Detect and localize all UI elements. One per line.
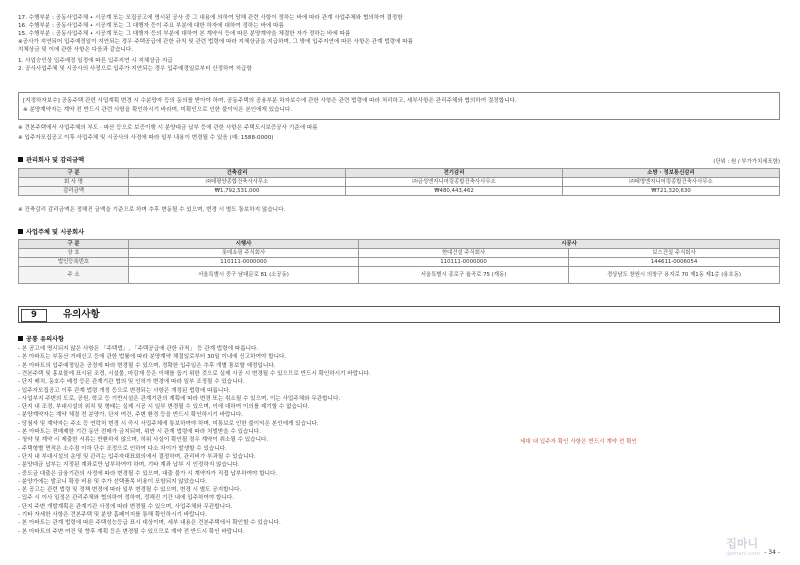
watermark-logo: 집마니 jipmani.com [726,537,760,557]
company-table [18,239,780,284]
table-cell: ㈜태명엔지니어링종합건축사사무소 [563,178,780,187]
text-line: 17. 수행부분 : 공동사업주체 • 시공계 또는 모집공고에 명시된 공사 중 그 내용에 의하여 당해 관련 사항이 정하는 바에 따라 관계 사업주체와 협의하여 결정함 [18,15,403,21]
caution-line: - 중도금 대출은 금융기관의 사정에 따라 변경될 수 있으며, 대출 불가 시 계약자가 직접 납부하여야 합니다. [18,470,278,477]
caution-line: - 사업부지 주변의 도로, 공원, 학교 등 기반시설은 관계기관의 계획에 따라 변경 또는 취소될 수 있으며, 이는 사업주체와 무관합니다. [18,395,341,402]
caution-line: - 단지 내 부대시설의 운영 및 관리는 입주자대표회의에서 결정하며, 관리비가 부과될 수 있습니다. [18,453,256,460]
column-header: 전기감리 [346,169,563,178]
table-cell: 서울특별시 중구 남대문로 81 (소공동) [129,267,359,284]
notice-line: [지정하자보수] 공동주택 관련 사업계획 변경 시 수분양자 등의 동의를 받아야 하며, 공동주택의 공용부분 하자보수에 관한 사항은 관련 법령에 따라 처리하고, 세부사항은 관리주체와 협의하여 결정합니다. [23,98,517,104]
table-row [19,178,780,187]
caution-line: - 견본주택 및 홍보물에 표시된 조경, 시설물, 마감재 등은 이해를 돕기 위한 것으로 실제 시공 시 변경될 수 있으므로 반드시 확인하시기 바랍니다. [18,370,371,377]
table-row [19,249,780,258]
note-line: ※ 입주자모집공고 이후 사업주체 및 시공사의 사정에 따라 일부 내용이 변경될 수 있음 (예: 1588-0000) [18,135,274,141]
caution-line: - 입주 시 이사 일정은 관리주체와 협의하여 정하며, 정해진 기간 내에 입주하여야 합니다. [18,495,235,502]
table-header-row [19,169,780,178]
caution-red-text: 세대 내 입주자 확인 사항은 반드시 계약 전 확인 [520,439,637,445]
caution-line: - 단지 주변 개발계획은 관계기관 사정에 따라 변경될 수 있으며, 사업주체와 무관합니다. [18,503,233,510]
table-row [19,267,780,284]
caution-line: - 분양계약자는 계약 체결 전 분양가, 단지 여건, 주변 환경 등을 반드시 확인하시기 바랍니다. [18,412,243,419]
column-header: 구 분 [19,169,129,178]
text-line: 15. 수행부분 : 공동사업주체 • 시공계 또는 그 대행자 등의 부분에 대하여 본 계약서 등에 따른 분양계약을 체결한 자가 정하는 바에 따름 [18,31,351,37]
table-cell: ₩480,443,462 [346,187,563,196]
column-header: 시행사 [129,240,359,249]
row-label: 법인등록번호 [19,258,129,267]
caution-line: - 본 아파트의 주변 여건 및 향후 계획 등은 변경될 수 있으므로 계약 전 반드시 확인 바랍니다. [18,528,245,535]
caution-line: - 본 아파트는 전매제한 기간 동안 전매가 금지되며, 위반 시 관계 법령에 따라 처벌받을 수 있습니다. [18,429,261,435]
bullet-square-icon [18,157,23,162]
caution-line: - 분양대금 납부는 지정된 계좌로만 납부하여야 하며, 기타 계좌 납부 시 인정하지 않습니다. [18,462,240,469]
supervision-table [18,168,780,196]
section-title: 유의사항 [63,309,100,320]
caution-line: - 분양가에는 발코니 확장 비용 및 추가 선택품목 비용이 포함되지 않았습니다. [18,478,208,485]
text-line: 지체상금 및 이에 관한 사항은 다음과 같습니다. [18,47,134,53]
table-header-row [19,240,780,249]
caution-line: - 단지 내 조경, 부대시설의 위치 및 형태는 실제 시공 시 일부 변경될 수 있으며, 이에 대하여 이의를 제기할 수 없습니다. [18,404,310,411]
table-cell: ₩1,792,531,000 [129,187,346,196]
notice-box [18,92,780,120]
row-label: 회 사 명 [19,178,129,187]
caution-line: - 본 아파트는 관계 법령에 따른 주택성능등급 표시 대상이며, 세부 내용은 견본주택에서 확인할 수 있습니다. [18,520,281,527]
table1-heading: 관리회사 및 감리금액 [18,155,84,164]
table-cell: 롯데쇼핑 주식회사 [129,249,359,258]
table-cell: ㈜태평양종합건축사사무소 [129,178,346,187]
notice-line: ※ 분양계약자는 계약 전 반드시 관련 사항을 확인하시기 바라며, 미확인으로 인한 불이익은 본인에게 있습니다. [23,107,293,113]
section-header-fill [49,307,779,322]
table-row [19,258,780,267]
section-header [18,306,780,323]
caution-line: - 기타 자세한 사항은 견본주택 및 분양 홈페이지를 통해 확인하시기 바랍니다. [18,512,208,518]
caution-line: - 단지 배치, 동호수 배정 등은 관계기관 협의 및 인허가 변경에 따라 일부 조정될 수 있습니다. [18,379,245,386]
table-cell: ㈜금성엔지니어링종합건축사사무소 [346,178,563,187]
table-cell: 경상남도 창원시 의창구 용지로 70 제1동 제1층 (용호동) [569,267,780,284]
caution-line: - 청약 및 계약 시 제출한 서류는 반환하지 않으며, 허위 사실이 확인될 경우 계약이 취소될 수 있습니다. [18,437,269,444]
table-row [19,187,780,196]
caution-line: - 본 아파트는 부동산 거래신고 등에 관한 법률에 따라 분양계약 체결일로부터 30일 이내에 신고하여야 합니다. [18,354,287,361]
table-cell: ₩721,320,630 [563,187,780,196]
bullet-square-icon [18,229,23,234]
table1-footnote: ※ 건축감리 감리금액은 정해진 금액을 기준으로 하며 추후 변동될 수 있으며, 변경 시 별도 통보하지 않습니다. [18,207,286,213]
caution-line: - 본 공고에 명시되지 않은 사항은 「주택법」, 「주택공급에 관한 규칙」 등 관계 법령에 따릅니다. [18,346,259,352]
column-header: 시공사 [359,240,780,249]
caution-line: - 입주자모집공고 이후 관계 법령 개정 등으로 변경되는 사항은 개정된 법령에 따릅니다. [18,387,231,394]
table-cell: 144611-0006054 [569,258,780,267]
caution-line: - 당첨자 및 계약자는 주소 등 연락처 변경 시 즉시 사업주체에 통보하여야 하며, 미통보로 인한 불이익은 본인에게 있습니다. [18,420,319,427]
table-cell: 110111-0000000 [129,258,359,267]
row-label: 주 소 [19,267,129,284]
row-label: 상 호 [19,249,129,258]
page-number: - 34 - [764,549,780,556]
table1-unit: (단위 : 원 / 부가가치세포함) [713,159,780,165]
column-header: 건축감리 [129,169,346,178]
text-line: 1. 사업승인상 입주예정 일정에 따른 입주지연 시 지체상금 지급 [18,58,173,64]
table-cell: 110111-0000000 [359,258,569,267]
table-cell: 보스건설 주식회사 [569,249,780,258]
bullet-square-icon [18,336,23,341]
note-line: ※ 견본주택에서 사업주체의 부도 · 파산 등으로 보증이행 시 분양대금 납부 등에 관한 사항은 주택도시보증공사 기준에 따름 [18,125,318,131]
table2-heading: 사업주체 및 시공회사 [18,227,84,236]
table-cell: 서울특별시 종로구 율곡로 75 (계동) [359,267,569,284]
caution-line: - 본 아파트의 입주예정일은 공정에 따라 변경될 수 있으며, 정확한 입주일은 추후 개별 통보할 예정입니다. [18,362,276,369]
column-header: 구 분 [19,240,129,249]
caution-heading: 공통 유의사항 [18,334,64,343]
caution-line: - 본 공고는 관련 법령 및 정책 변경에 따라 일부 변경될 수 있으며, 변경 시 별도 공지합니다. [18,487,242,494]
text-line: 16. 수행부분 : 공동사업주체 • 시공계 또는 그 대행자 등이 주요 부분에 대한 하자에 대하여 정하는 바에 따름 [18,23,284,29]
column-header: 소방 · 정보통신감리 [563,169,780,178]
table-cell: 현대건설 주식회사 [359,249,569,258]
caution-line: - 주택형별 면적은 소수점 이하 단수 조정으로 인하여 다소 차이가 발생할 수 있습니다. [18,445,227,452]
text-line: 2. 공사사업주체 및 시공사의 사정으로 입주가 지연되는 경우 입주예정일로부터 산정하여 지급함 [18,66,252,72]
row-label: 감리금액 [19,187,129,196]
text-line: ※공사가 지연되어 입주예정일이 지연되는 경우 주택공급에 관한 규칙 및 관련 법령에 따라 지체상금을 지급하며, 그 밖에 입주지연에 따른 사항은 관계 법령에 따름 [18,39,414,45]
section-number: 9 [21,309,47,322]
